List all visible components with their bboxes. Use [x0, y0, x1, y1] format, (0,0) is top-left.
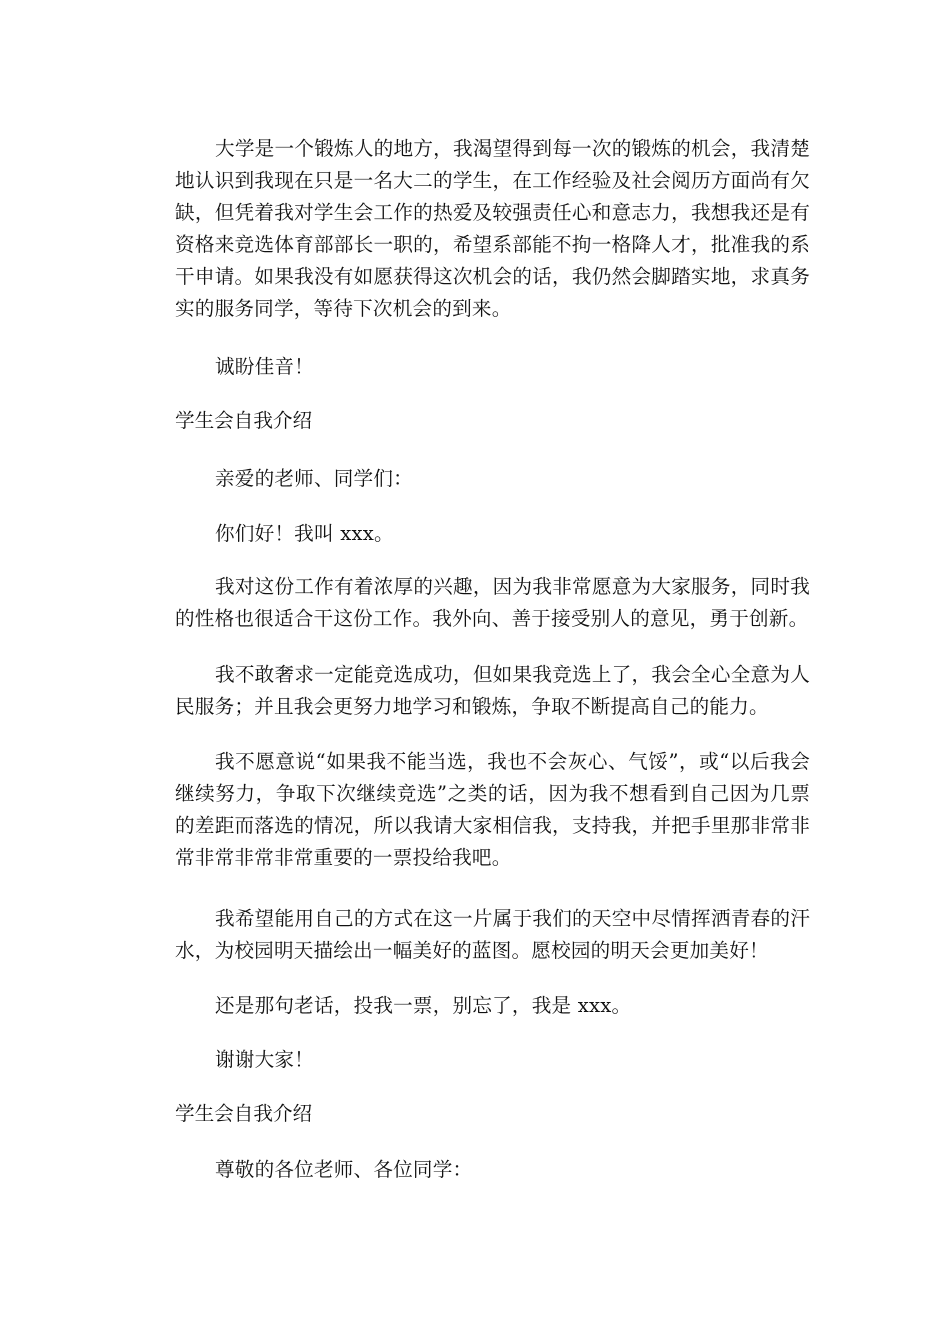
paragraph-closing-wish: 诚盼佳音！: [215, 355, 314, 378]
paragraph-greeting-2: 尊敬的各位老师、各位同学：: [215, 1158, 473, 1181]
paragraph-university: 大学是一个锻炼人的地方，我渴望得到每一次的锻炼的机会，我清楚地认识到我现在只是一名大二的学生，在工作经验及社会阅历方面尚有欠缺，但凭着我对学生会工作的热爱及较强责任心和意志力，我想我还是有资格来竞选体育部部长一职的，希望系部能不拘一格降人才，批准我的系干申请。如果我没有如愿获得这次机会的话，我仍然会脚踏实地，求真务实的服务同学，等待下次机会的到来。: [175, 137, 810, 320]
paragraph-reminder: 还是那句老话，投我一票，别忘了，我是 xxx。: [215, 994, 632, 1017]
paragraph-introduction-name: 你们好！我叫 xxx。: [215, 522, 394, 545]
paragraph-vote-request: 我不愿意说“如果我不能当选，我也不会灰心、气馁”，或“以后我会继续努力，争取下次继续竞选”之类的话，因为我不想看到自己因为几票的差距而落选的情况，所以我请大家相信我，支持我，并把手里那非常非常非常非常非常重要的一票投给我吧。: [175, 750, 810, 869]
paragraph-interest: 我对这份工作有着浓厚的兴趣，因为我非常愿意为大家服务，同时我的性格也很适合干这份工作。我外向、善于接受别人的意见，勇于创新。: [175, 575, 810, 630]
paragraph-greeting-1: 亲爱的老师、同学们：: [215, 467, 413, 490]
paragraph-commitment: 我不敢奢求一定能竞选成功，但如果我竞选上了，我会全心全意为人民服务；并且我会更努力地学习和锻炼，争取不断提高自己的能力。: [175, 663, 810, 718]
paragraph-hope: 我希望能用自己的方式在这一片属于我们的天空中尽情挥洒青春的汗水，为校园明天描绘出一幅美好的蓝图。愿校园的明天会更加美好！: [175, 907, 810, 962]
paragraph-thanks: 谢谢大家！: [215, 1048, 314, 1071]
section-heading-1: 学生会自我介绍: [175, 409, 313, 432]
section-heading-2: 学生会自我介绍: [175, 1102, 313, 1125]
